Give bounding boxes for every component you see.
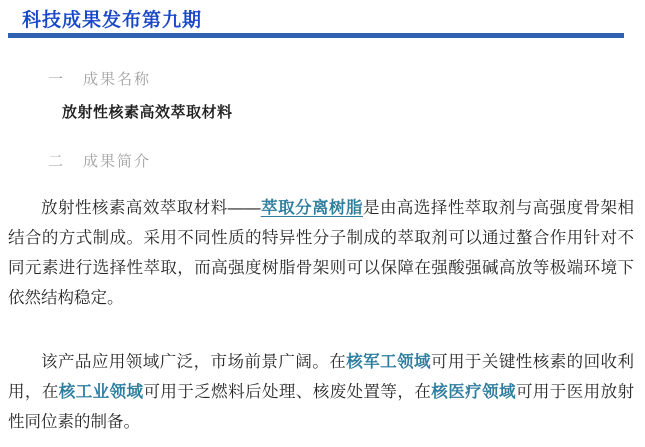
section-title: 成果名称 [83, 71, 152, 88]
paragraph-text: 可用于关键性核素的回收利用，在 [8, 353, 635, 401]
paragraph-text: 该产品应用领域广泛，市场前景广阔。在 [41, 353, 347, 371]
keyword-emphasis: 核军工领域 [346, 353, 431, 371]
keyword-link[interactable]: 萃取分离树脂 [260, 199, 363, 217]
paragraph-text: 是由高选择性萃取剂与高强度骨架相结合的方式制成。采用不同性质的特异性分子制成的萃取剂可以通过螯合作用针对不同元素进行选择性萃取，而高强度树脂骨架则可以保障在强酸强碱高放等极端环境下依然结构稳定。 [8, 199, 635, 307]
keyword-emphasis: 核医疗领域 [431, 383, 516, 401]
section-heading-name [48, 70, 645, 90]
title-underline-rule [8, 33, 624, 38]
paragraph-text: 可用于医用放射性同位素的制备。 [8, 383, 635, 431]
section-marker: 二 [48, 153, 66, 170]
section-marker: 一 [48, 71, 66, 88]
paragraph-text: 放射性核素高效萃取材料—— [41, 199, 261, 217]
intro-paragraph [8, 193, 634, 313]
achievement-name-text: 放射性核素高效萃取材料 [62, 104, 233, 121]
intro-paragraphs [8, 193, 634, 437]
intro-paragraph [8, 347, 634, 437]
section-title: 成果简介 [83, 153, 152, 170]
keyword-emphasis: 核工业领域 [58, 383, 144, 401]
page-title: 科技成果发布第九期 [22, 10, 203, 31]
section-heading-intro [48, 152, 645, 172]
paragraph-text: 可用于乏燃料后处理、核废处置等，在 [143, 383, 432, 401]
